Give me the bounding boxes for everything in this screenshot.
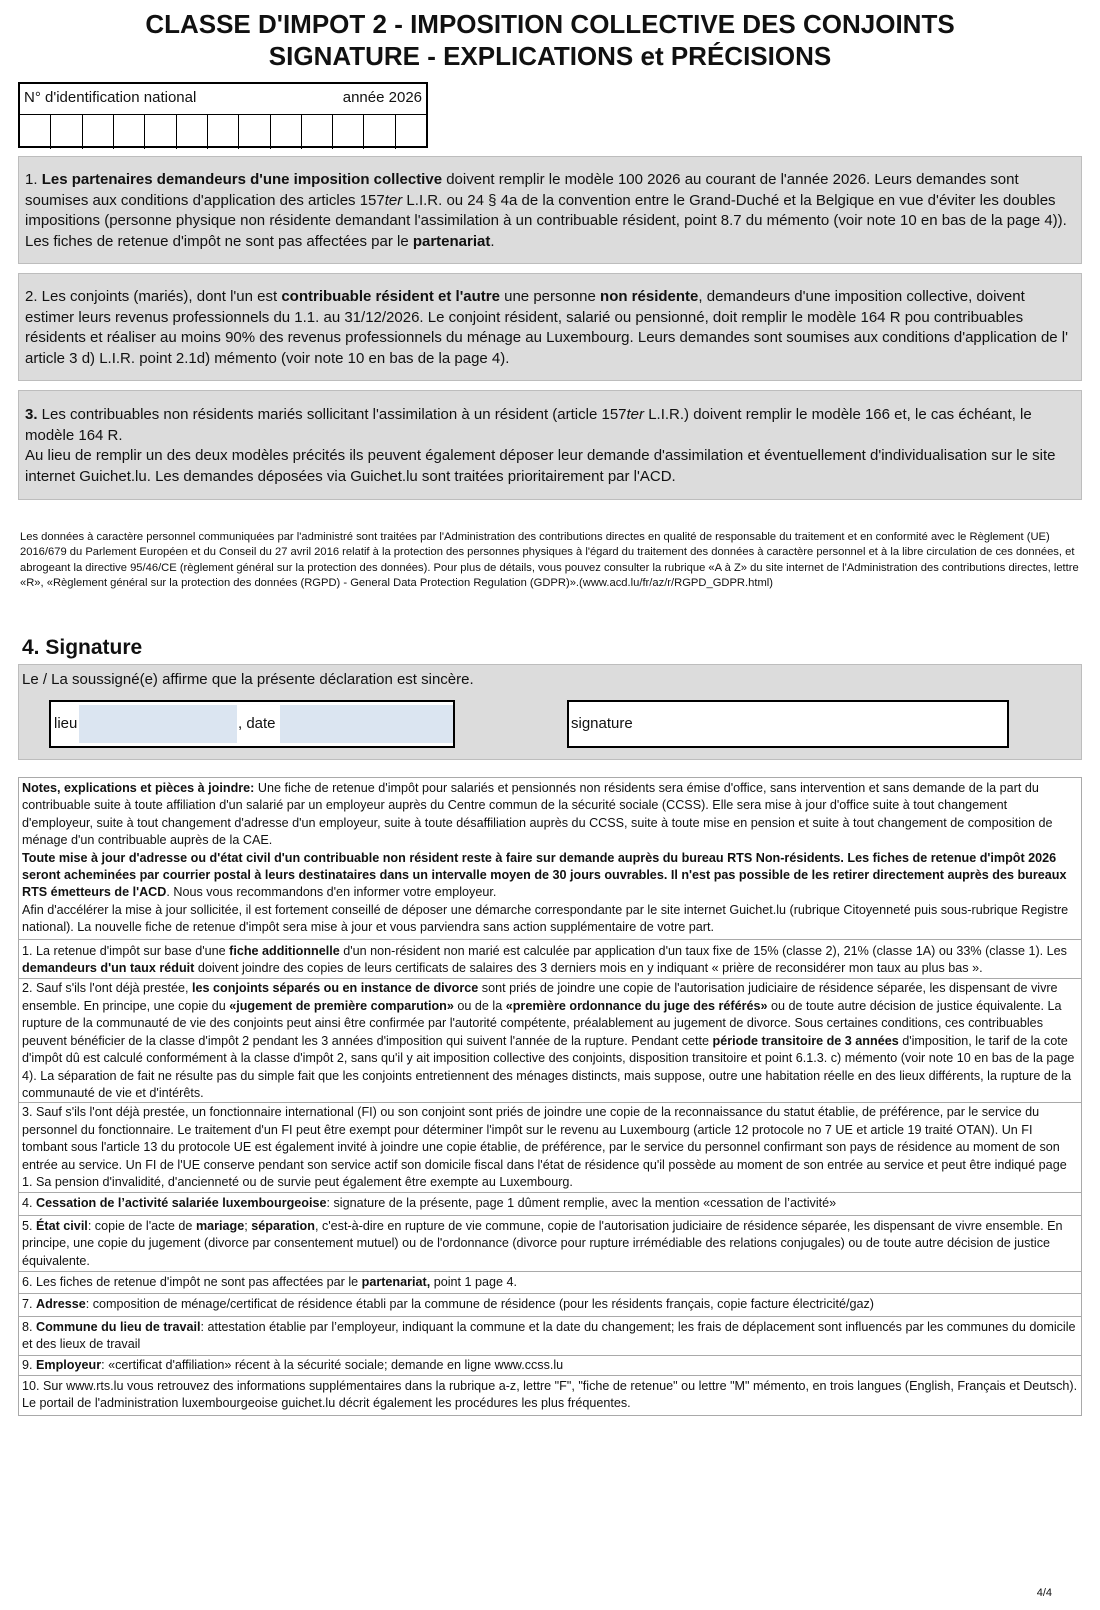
- date-input[interactable]: [280, 705, 453, 743]
- id-digit-cell[interactable]: [302, 115, 333, 149]
- notes-section: [18, 777, 1082, 1416]
- gdpr-notice: Les données à caractère personnel communiquées par l'administré sont traitées par l'Administration des contributions directes en qualité de responsable du traitement et en conformité avec le Règlement (UE) 2016/679 du Parlement Européen et du Conseil du 27 avril 2016 relatif à la protection des personnes physiques à l'égard du traitement des données à caractère personnel et à la libre circulation de ces données, et abrogeant la directive 95/46/CE (règlement général sur la protection des données). Pour plus de détails, vous pouvez consulter la rubrique «A à Z» du site internet de l'Administration des contributions directes, lettre «R», «Règlement général sur la protection des données (RGPD) - General Data Protection Regulation (GDPR)».(www.acd.lu/fr/az/r/RGPD_GDPR.html): [20, 531, 1079, 589]
- note-9: 9. Employeur: «certificat d'affiliation» récent à la sécurité sociale; demande en ligne www.ccss.lu: [19, 1356, 1081, 1376]
- note-2: 2. Sauf s'ils l'ont déjà prestée, les conjoints séparés ou en instance de divorce sont priés de joindre une copie de l'autorisation judiciaire de résidence séparée, les dispensant de vivre ensemble. En principe, une copie du «jugement de première comparution» ou de la «première ordonnance du juge des référés» ou de toute autre décision de justice équivalente. La rupture de la communauté de vie des conjoints peut ainsi être confirmée par l'autorité compétente, préalablement au jugement de divorce. Sous certaines conditions, ces contribuables peuvent bénéficier de la classe d'impôt 2 pendant les 3 années d'imposition qui suivent l'année de la rupture. Pendant cette période transitoire de 3 années d'imposition, le tarif de la cote d'impôt dû est calculé conformément à la classe d'impôt 2, sans qu'il y ait imposition collective des conjoints, disposition transitoire et point 6.1.3. c) mémento (voir note 10 en bas de la page 4). La séparation de fait ne résulte pas du simple fait que les conjoints entretiennent des ménages distincts, mais suppose, outre une habitation réelle en des lieux différents, la rupture de la communauté de vie et d'intérêts.: [19, 979, 1081, 1103]
- section-3-text: 3. Les contribuables non résidents mariés sollicitant l'assimilation à un résident (article 157ter L.I.R.) doivent remplir le modèle 166 et, le cas échéant, le modèle 164 R.: [25, 406, 1032, 444]
- national-id-box: [18, 82, 428, 148]
- id-digit-cell[interactable]: [239, 115, 270, 149]
- id-digit-cell[interactable]: [20, 115, 51, 149]
- note-1: 1. La retenue d'impôt sur base d'une fiche additionnelle d'un non-résident non marié est calculée par application d'un taux fixe de 15% (classe 2), 21% (classe 1A) ou 33% (classe 1). Les demandeurs d'un taux réduit doivent joindre des copies de leurs certificats de salaires des 3 derniers mois en y indiquant « prière de reconsidérer mon taux au plus bas ».: [19, 940, 1081, 980]
- page-title: [0, 8, 1100, 72]
- id-digit-cell[interactable]: [83, 115, 114, 149]
- note-7: 7. Adresse: composition de ménage/certificat de résidence établi par la commune de résidence (pour les résidents français, copie facture électricité/gaz): [19, 1294, 1081, 1316]
- note-8: 8. Commune du lieu de travail: attestation établie par l’employeur, indiquant la commune et la date du changement; les frais de déplacement sont influencés par les communes du domicile et des lieux de travail: [19, 1317, 1081, 1356]
- section-3-non-residents: [18, 390, 1082, 500]
- id-digit-cell[interactable]: [145, 115, 176, 149]
- section-2-spouses: [18, 273, 1082, 381]
- section-3-guichet-text: Au lieu de remplir un des deux modèles précités ils peuvent également déposer leur demande d'assimilation et éventuellement d'individualisation sur le site internet Guichet.lu. Les demandes déposées via Guichet.lu sont traitées prioritairement par l'ACD.: [25, 447, 1056, 485]
- id-digit-cell[interactable]: [177, 115, 208, 149]
- page-number: 4/4: [1036, 1587, 1052, 1599]
- note-3: 3. Sauf s'ils l'ont déjà prestée, un fonctionnaire international (FI) ou son conjoint sont priés de joindre une copie de la reconnaissance du statut établie, de préférence, par le service du personnel du fonctionnaire. Le traitement d'un FI peut être exempt pour déterminer l'impôt sur le revenu au Luxembourg (article 12 protocole no 7 UE et article 19 traité OTAN). Un FI tombant sous l'article 13 du protocole UE est également invité à joindre une copie établie, de préférence, par le service du personnel confirmant son pays de résidence au moment de son entrée au service. Un FI de l'UE conserve pendant son service actif son domicile fiscal dans l'état de résidence qu'il possède au moment de son entrée au service et peut être indiqué page 1. Sa pension d'invalidité, d'ancienneté ou de survie peut également être exempte au Luxembourg.: [19, 1103, 1081, 1193]
- national-id-header: [20, 84, 426, 115]
- id-digit-cell[interactable]: [51, 115, 82, 149]
- signature-panel: [18, 664, 1082, 760]
- notes-intro: Notes, explications et pièces à joindre: Une fiche de retenue d'impôt pour salariés et pensionnés non résidents sera émise d'office, sans intervention et sans demande de la part du contribuable suite à toute affiliation d'un salarié par un employeur auprès du Centre commun de la sécurité sociale (CCSS). Elle sera mise à jour d'office suite à tout changement d'employeur, suite à tout changement d'adresse d'un employeur, suite à toute désaffiliation auprès du CCSS, suite à toute mise en pension et suite à tout changement de composition de ménage d'un contribuable auprès de la CAE. Toute mise à jour d'adresse ou d'état civil d'un contribuable non résident reste à faire sur demande auprès du bureau RTS Non-résidents. Les fiches de retenue d'impôt 2026 seront acheminées par courrier postal à leurs destinataires dans un intervalle moyen de 30 jours ouvrables. Il n'est pas possible de les retirer directement auprès des bureaux RTS émetteurs de l'ACD. Nous vous recommandons d'en informer votre employeur. Afin d'accélérer la mise à jour sollicitée, il est fortement conseillé de déposer une démarche correspondante par le site internet Guichet.lu (rubrique Citoyenneté puis sous-rubrique Registre national). La nouvelle fiche de retenue d'impôt sera mise à jour et vous parviendra sans action supplémentaire de votre part.: [19, 778, 1081, 940]
- signature-field[interactable]: [567, 700, 1009, 748]
- note-6: 6. Les fiches de retenue d'impôt ne sont pas affectées par le partenariat, point 1 page 4.: [19, 1272, 1081, 1294]
- national-id-label: N° d'identification national: [24, 89, 197, 106]
- note-4: 4. Cessation de l’activité salariée luxembourgeoise: signature de la présente, page 1 dûment remplie, avec la mention «cessation de l’activité»: [19, 1193, 1081, 1215]
- sincerity-statement: Le / La soussigné(e) affirme que la présente déclaration est sincère.: [22, 671, 474, 688]
- signature-heading: 4. Signature: [22, 636, 143, 659]
- section-1-text: 1. Les partenaires demandeurs d'une imposition collective doivent remplir le modèle 100 2026 au courant de l'année 2026. Leurs demandes sont soumises aux conditions d'application des articles 157ter L.I.R. ou 24 § 4a de la convention entre le Grand-Duché et la Belgique en vue d'éviter les doubles impositions (personne physique non résidente demandant l'assimilation à un contribuable résident, point 8.7 du mémento (voir note 10 en bas de la page 4)). Les fiches de retenue d'impôt ne sont pas affectées par le partenariat.: [25, 171, 1067, 250]
- lieu-input[interactable]: [79, 705, 237, 743]
- id-digit-cell[interactable]: [208, 115, 239, 149]
- id-digit-cell[interactable]: [271, 115, 302, 149]
- title-line-1: CLASSE D'IMPOT 2 - IMPOSITION COLLECTIVE DES CONJOINTS: [145, 9, 955, 39]
- id-digit-cell[interactable]: [114, 115, 145, 149]
- title-line-2: SIGNATURE - EXPLICATIONS et PRÉCISIONS: [268, 41, 832, 71]
- signature-label: signature: [571, 715, 633, 732]
- section-1-partners: [18, 156, 1082, 264]
- date-label: , date: [238, 715, 276, 732]
- note-5: 5. État civil: copie de l'acte de mariage; séparation, c'est-à-dire en rupture de vie commune, copie de l'autorisation judiciaire de résidence séparée, les dispensant de vivre ensemble. En principe, une copie du jugement (divorce par consentement mutuel) ou de l'ordonnance (divorce pour rupture irrémédiable des relations conjugales) ou de toute autre décision de justice équivalente.: [19, 1216, 1081, 1272]
- section-2-text: 2. Les conjoints (mariés), dont l'un est contribuable résident et l'autre une personne non résidente, demandeurs d'une imposition collective, doivent estimer leurs revenus professionnels du 1.1. au 31/12/2026. Le conjoint résident, salarié ou pensionné, doit remplir le modèle 164 R pou contribuables résidents et réaliser au moins 90% des revenus professionnels du ménage au Luxembourg. Leurs demandes sont soumises aux conditions d'application de l' article 3 d) L.I.R. point 2.1d) mémento (voir note 10 en bas de la page 4).: [25, 288, 1069, 367]
- lieu-label: lieu: [54, 715, 78, 732]
- id-digit-cell[interactable]: [396, 115, 426, 149]
- note-10: 10. Sur www.rts.lu vous retrouvez des informations supplémentaires dans la rubrique a-z, lettre "F", "fiche de retenue" ou lettre "M" mémento, en trois langues (English, Français et Deutsch). Le portail de l'administration luxembourgeoise guichet.lu décrit également les procédures les plus fréquentes.: [22, 1379, 1078, 1411]
- national-id-cells: [20, 115, 426, 149]
- id-digit-cell[interactable]: [333, 115, 364, 149]
- section-1-bold-title: Les partenaires demandeurs d'une imposition collective: [41, 171, 443, 188]
- notes-intro-title: Notes, explications et pièces à joindre:: [22, 781, 255, 795]
- year-label: année 2026: [342, 89, 422, 106]
- place-date-box: [49, 700, 455, 748]
- id-digit-cell[interactable]: [364, 115, 395, 149]
